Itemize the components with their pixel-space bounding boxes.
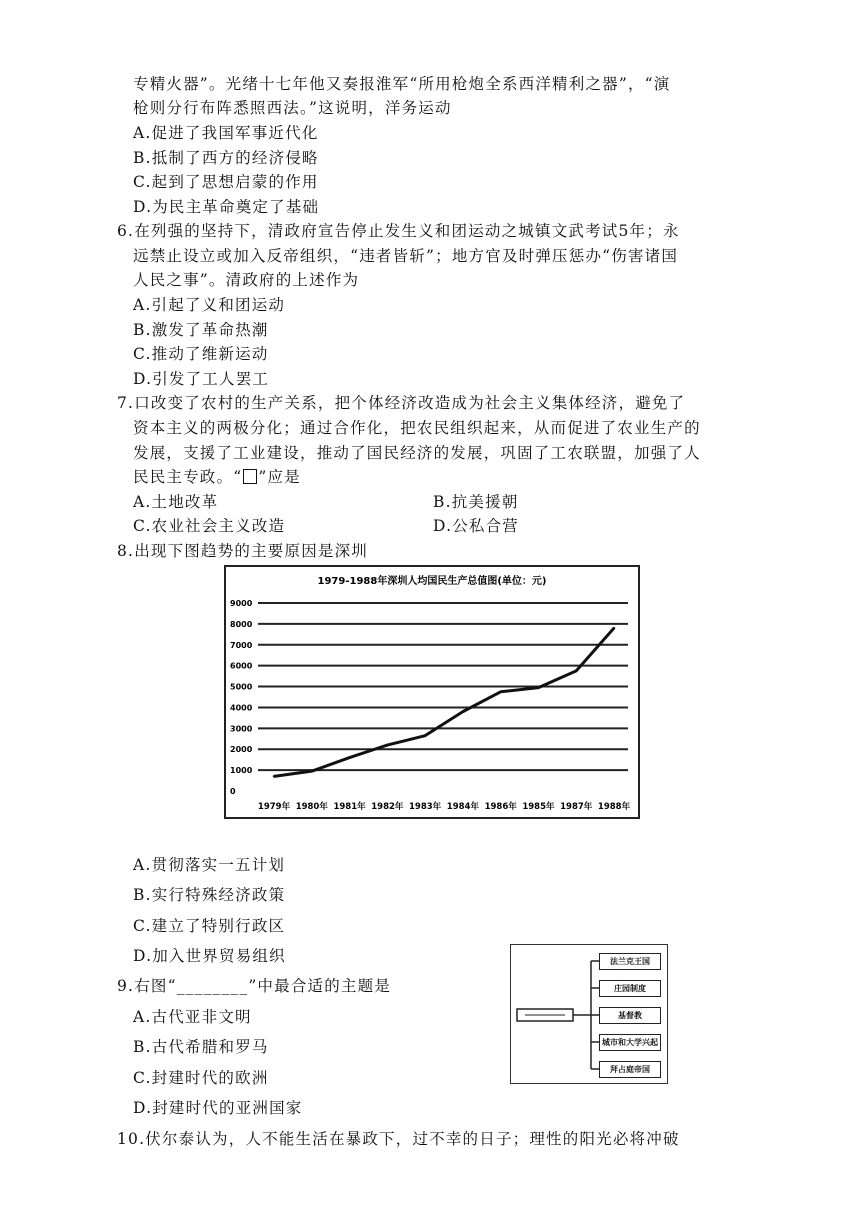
chart-y-tick-label: 3000 [230, 724, 253, 734]
q6-stem-line-2: 远禁止设立或加入反帝组织，“违者皆斩”；地方官及时弹压惩办“伤害诸国 [133, 247, 679, 265]
chart-point [424, 734, 426, 736]
diagram-item-5: 拜占庭帝国 [599, 1061, 661, 1078]
q9-option-c: C.封建时代的欧洲 [133, 1069, 269, 1087]
q8-option-d: D.加入世界贸易组织 [133, 947, 286, 965]
q8-option-b: B.实行特殊经济政策 [133, 886, 286, 904]
chart-y-tick-label: 2000 [230, 745, 253, 755]
q9-option-b: B.古代希腊和罗马 [133, 1038, 269, 1056]
q9-option-a: A.古代亚非文明 [133, 1008, 252, 1026]
q6-option-b: B.激发了革命热潮 [133, 321, 269, 339]
chart-y-tick-label: 5000 [230, 682, 253, 692]
chart-point [311, 770, 313, 772]
q7-line4-after: ”应是 [258, 468, 301, 486]
gdp-line-chart [224, 565, 640, 819]
chart-point [386, 744, 388, 746]
chart-y-tick-label: 0 [230, 787, 236, 796]
q5-option-a: A.促进了我国军事近代化 [133, 124, 319, 142]
answer-blank-box [243, 469, 257, 484]
q5-option-c: C.起到了思想启蒙的作用 [133, 173, 319, 191]
q8-stem: 8.出现下图趋势的主要原因是深圳 [117, 542, 368, 560]
q8-option-a: A.贯彻落实一五计划 [133, 856, 286, 874]
chart-x-tick-label: 1980年 [295, 802, 328, 812]
chart-y-tick-label: 8000 [230, 619, 253, 629]
chart-series-line [274, 628, 614, 776]
chart-x-tick-label: 1987年 [560, 802, 593, 812]
chart-title: 1979-1988年深圳人均国民生产总值图(单位：元) [317, 576, 547, 587]
chart-point [613, 627, 615, 629]
q6-option-c: C.推动了维新运动 [133, 345, 269, 363]
chart-point [273, 775, 275, 777]
q6-stem-line-3: 人民之事”。清政府的上述作为 [133, 271, 360, 289]
diagram-item-3: 基督教 [599, 1007, 661, 1024]
q6-option-a: A.引起了义和团运动 [133, 296, 286, 314]
chart-x-tick-label: 1981年 [333, 802, 366, 812]
diagram-item-2: 庄园制度 [599, 980, 661, 997]
q7-option-a: A.土地改革 [133, 493, 219, 511]
chart-y-tick-label: 4000 [230, 703, 253, 713]
chart-grid [258, 603, 628, 770]
chart-y-tick-label: 7000 [230, 640, 253, 650]
diagram-item-1: 法兰克王国 [599, 953, 661, 970]
chart-point [499, 691, 501, 693]
chart-x-tick-label: 1986年 [484, 802, 517, 812]
chart-x-tick-label: 1984年 [446, 802, 479, 812]
chart-series [273, 627, 615, 778]
chart-point [575, 670, 577, 672]
q5-stem-line-1: 专精火器”。光绪十七年他又奏报淮军“所用枪炮全系西洋精利之器”，“演 [133, 75, 671, 93]
q7-line4-before: 民民主专政。“ [133, 468, 243, 486]
q7-option-b: B.抗美援朝 [433, 493, 519, 511]
q7-stem-line-2: 资本主义的两极分化；通过合作化，把农民组织起来，从而促进了农业生产的 [133, 419, 701, 437]
q7-stem-line-3: 发展，支援了工业建设，推动了国民经济的发展，巩固了工农联盟，加强了人 [133, 444, 701, 462]
q5-stem-line-2: 枪则分行布阵悉照西法。”这说明，洋务运动 [133, 99, 452, 117]
chart-point [537, 686, 539, 688]
q5-option-b: B.抵制了西方的经济侵略 [133, 149, 319, 167]
chart-x-tick-label: 1979年 [257, 802, 291, 812]
chart-point [348, 756, 350, 758]
topic-diagram [510, 944, 668, 1084]
chart-x-tick-label: 1985年 [522, 802, 555, 812]
q9-stem: 9.右图“________”中最合适的主题是 [117, 977, 392, 995]
chart-x-tick-labels [258, 801, 631, 812]
chart-y-tick-label: 1000 [230, 766, 253, 776]
q8-option-c: C.建立了特别行政区 [133, 917, 286, 935]
chart-y-tick-labels [230, 599, 253, 796]
q10-stem-line-1: 10.伏尔泰认为，人不能生活在暴政下，过不幸的日子；理性的阳光必将冲破 [117, 1130, 680, 1148]
q6-option-d: D.引发了工人罢工 [133, 370, 270, 388]
q7-option-c: C.农业社会主义改造 [133, 517, 286, 535]
chart-y-tick-label: 6000 [230, 661, 253, 671]
chart-x-tick-label: 1988年 [597, 802, 631, 812]
q7-stem-line-4 [133, 465, 301, 487]
diagram-item-4: 城市和大学兴起 [599, 1034, 661, 1051]
chart-svg [226, 567, 638, 817]
q6-stem-line-1: 6.在列强的坚持下，清政府宣告停止发生义和团运动之城镇文武考试5年；永 [117, 222, 680, 240]
chart-x-tick-label: 1982年 [371, 802, 404, 812]
q7-stem-line-1: 7.口改变了农村的生产关系，把个体经济改造成为社会主义集体经济，避免了 [117, 394, 686, 412]
q7-option-d: D.公私合营 [433, 517, 520, 535]
chart-y-tick-label: 9000 [230, 599, 253, 608]
q5-option-d: D.为民主革命奠定了基础 [133, 198, 320, 216]
chart-x-tick-label: 1983年 [409, 802, 442, 812]
q9-option-d: D.封建时代的亚洲国家 [133, 1099, 303, 1117]
chart-point [462, 710, 464, 712]
